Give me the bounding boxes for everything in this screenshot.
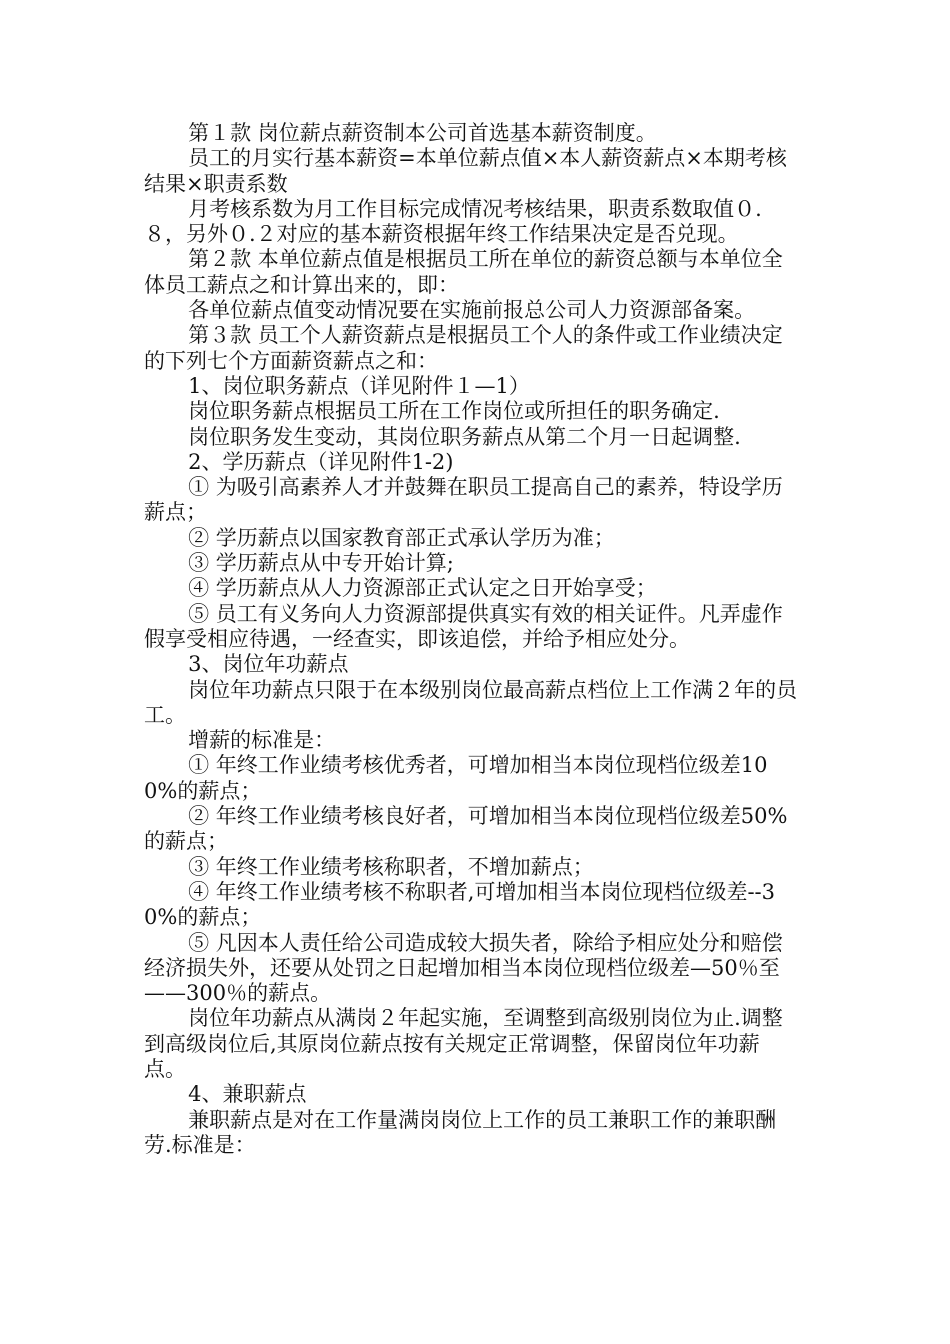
- paragraph: 员工的月实行基本薪资=本单位薪点值×本人薪资薪点×本期考核结果×职责系数: [144, 146, 787, 196]
- paragraph: ③ 学历薪点从中专开始计算;: [188, 551, 454, 576]
- paragraph: 2、学历薪点（详见附件1-2): [188, 449, 454, 474]
- paragraph: 各单位薪点值变动情况要在实施前报总公司人力资源部备案。: [188, 298, 756, 323]
- paragraph: ③ 年终工作业绩考核称职者，不增加薪点；: [188, 854, 594, 879]
- paragraph: 4、兼职薪点: [188, 1082, 307, 1107]
- paragraph: 月考核系数为月工作目标完成情况考核结果，职责系数取值０.８，另外０.２对应的基本薪资根据年终工作结果决定是否兑现。: [144, 196, 762, 247]
- document-body: [144, 121, 800, 1158]
- paragraph: ② 学历薪点以国家教育部正式承认学历为准；: [188, 525, 615, 550]
- paragraph: ① 为吸引高素养人才并鼓舞在职员工提高自己的素养，特设学历薪点；: [144, 475, 783, 525]
- paragraph: ⑤ 凡因本人责任给公司造成较大损失者，除给予相应处分和赔偿经济损失外，还要从处罚之日起增加相当本岗位现档位级差—50％至——300％的薪点。: [144, 930, 783, 1006]
- paragraph: ② 年终工作业绩考核良好者，可增加相当本岗位现档位级差50%的薪点；: [144, 804, 788, 854]
- paragraph: 第３款 员工个人薪资薪点是根据员工个人的条件或工作业绩决定的下列七个方面薪资薪点之和：: [144, 323, 783, 373]
- paragraph: 1、岗位职务薪点（详见附件１—1）: [188, 373, 530, 398]
- paragraph: 3、岗位年功薪点: [188, 652, 349, 677]
- paragraph: ⑤ 员工有义务向人力资源部提供真实有效的相关证件。凡弄虚作假享受相应待遇，一经查实，即该追偿，并给予相应处分。: [144, 601, 783, 651]
- paragraph: 岗位职务发生变动，其岗位职务薪点从第二个月一日起调整.: [188, 424, 741, 449]
- paragraph: 岗位年功薪点从满岗２年起实施，至调整到高级别岗位为止.调整到高级岗位后,其原岗位薪点按有关规定正常调整，保留岗位年功薪点。: [144, 1006, 783, 1081]
- paragraph: 第２款 本单位薪点值是根据员工所在单位的薪资总额与本单位全体员工薪点之和计算出来的，即：: [144, 247, 783, 297]
- paragraph: 增薪的标准是：: [188, 728, 336, 753]
- paragraph: 第１款 岗位薪点薪资制本公司首选基本薪资制度。: [188, 121, 657, 145]
- paragraph: 岗位年功薪点只限于在本级别岗位最高薪点档位上工作满２年的员工。: [144, 677, 798, 727]
- paragraph: 岗位职务薪点根据员工所在工作岗位或所担任的职务确定.: [188, 399, 720, 424]
- paragraph: ① 年终工作业绩考核优秀者，可增加相当本岗位现档位级差100%的薪点；: [144, 753, 768, 803]
- paragraph: ④ 年终工作业绩考核不称职者,可增加相当本岗位现档位级差--30%的薪点；: [144, 879, 775, 930]
- paragraph: ④ 学历薪点从人力资源部正式认定之日开始享受；: [188, 576, 657, 601]
- paragraph: 兼职薪点是对在工作量满岗岗位上工作的员工兼职工作的兼职酬劳.标准是：: [144, 1107, 777, 1157]
